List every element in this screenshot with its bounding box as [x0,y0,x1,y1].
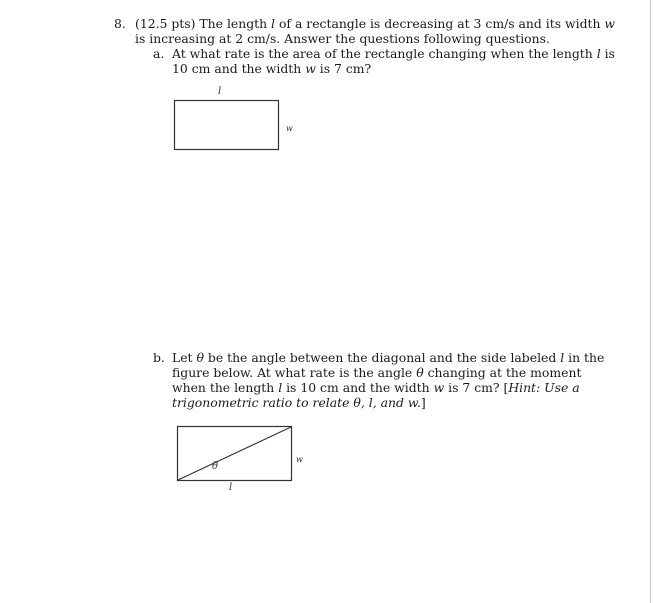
figure-b-angle-label: θ [212,461,219,472]
part-a-question-line-1: At what rate is the area of the rectangle changing when the length l is [172,46,615,61]
problem-points: (12.5 pts) [135,16,196,31]
figure-b-width-label: w [296,455,303,464]
figure-b-length-label: l [229,482,233,493]
problem-intro-line-1: (12.5 pts) The length l of a rectangle is decreasing at 3 cm/s and its width w [135,16,616,31]
problem-number: 8. [114,16,126,31]
part-b-label: b. [153,350,165,365]
part-b-question-line-2: figure below. At what rate is the angle θ changing at the moment [172,365,582,380]
part-b-question-line-3: when the length l is 10 cm and the width w is 7 cm? [Hint: Use a [172,380,580,395]
part-a-label: a. [153,46,165,61]
part-b-question-line-4: trigonometric ratio to relate θ, l, and w.] [172,395,426,410]
part-b-question-line-1: Let θ be the angle between the diagonal and the side labeled l in the [172,350,605,365]
figure-a-width-label: w [286,124,293,133]
diagonal-line [178,427,291,480]
part-a-question-line-2: 10 cm and the width w is 7 cm? [172,61,372,76]
figure-a-length-label: l [218,86,222,97]
problem-intro-line-2: is increasing at 2 cm/s. Answer the questions following questions. [135,31,550,46]
